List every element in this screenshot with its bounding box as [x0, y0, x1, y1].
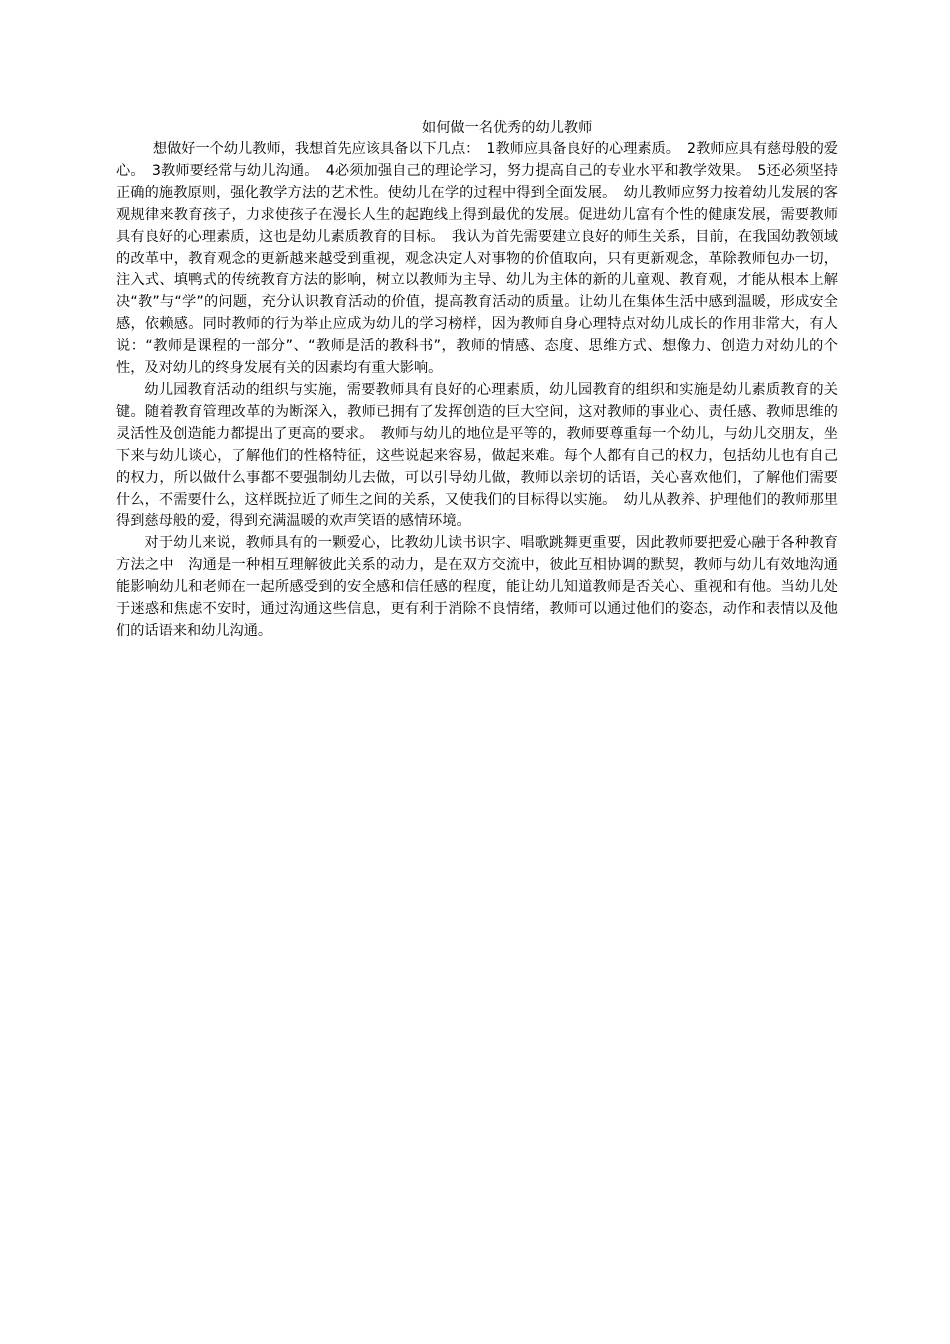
paragraph-2: 幼儿园教育活动的组织与实施，需要教师具有良好的心理素质，幼儿园教育的组织和实施是幼儿素质教育的关键。随着教育管理改革的为断深入，教师已拥有了发挥创造的巨大空间，这对教师的事业心、责任感、教师思维的灵活性及创造能力都提出了更高的要求。 教师与幼儿的地位是平等的，教师要尊重每一个幼儿，与幼儿交朋友，坐下来与幼儿谈心，了解他们的性格特征，这些说起来容易，做起来难。每个人都有自己的权力，包括幼儿也有自己的权力，所以做什么事都不要强制幼儿去做，可以引导幼儿做，教师以亲切的话语，关心喜欢他们，了解他们需要什么，不需要什么，这样既拉近了师生之间的关系，又使我们的目标得以实施。 幼儿从教养、护理他们的教师那里得到慈母般的爱，得到充满温暖的欢声笑语的感情环境。 [116, 381, 838, 530]
document-body [116, 117, 838, 643]
document-title: 如何做一名优秀的幼儿教师 [422, 120, 593, 136]
paragraph-1: 想做好一个幼儿教师，我想首先应该具备以下几点： 1教师应具备良好的心理素质。 2教师应具有慈母般的爱心。 3教师要经常与幼儿沟通。 4必须加强自己的理论学习，努力提高自己的专业水平和教学效果。 5还必须坚持正确的施教原则，强化教学方法的艺术性。使幼儿在学的过程中得到全面发展。 幼儿教师应努力按着幼儿发展的客观规律来教育孩子，力求使孩子在漫长人生的起跑线上得到最优的发展。促进幼儿富有个性的健康发展，需要教师具有良好的心理素质，这也是幼儿素质教育的目标。 我认为首先需要建立良好的师生关系，目前，在我国幼教领域的改革中，教育观念的更新越来越受到重视，观念决定人对事物的价值取向，只有更新观念，革除教师包办一切，注入式、填鸭式的传统教育方法的影响，树立以教师为主导、幼儿为主体的新的儿童观、教育观，才能从根本上解决“教”与“学”的问题，充分认识教育活动的价值，提高教育活动的质量。让幼儿在集体生活中感到温暖，形成安全感，依赖感。同时教师的行为举止应成为幼儿的学习榜样，因为教师自身心理特点对幼儿成长的作用非常大，有人说：“教师是课程的一部分”、“教师是活的教科书”，教师的情感、态度、思维方式、想像力、创造力对幼儿的个性，及对幼儿的终身发展有关的因素均有重大影响。 [116, 141, 838, 377]
paragraph-3: 对于幼儿来说，教师具有的一颗爱心，比教幼儿读书识字、唱歌跳舞更重要，因此教师要把爱心融于各种教育方法之中 沟通是一种相互理解彼此关系的动力，是在双方交流中，彼此互相协调的默契，教师与幼儿有效地沟通能影响幼儿和老师在一起所感受到的安全感和信任感的程度，能让幼儿知道教师是否关心、重视和有他。当幼儿处于迷惑和焦虑不安时，通过沟通这些信息，更有利于消除不良情绪，教师可以通过他们的姿态，动作和表情以及他们的话语来和幼儿沟通。 [116, 535, 838, 639]
